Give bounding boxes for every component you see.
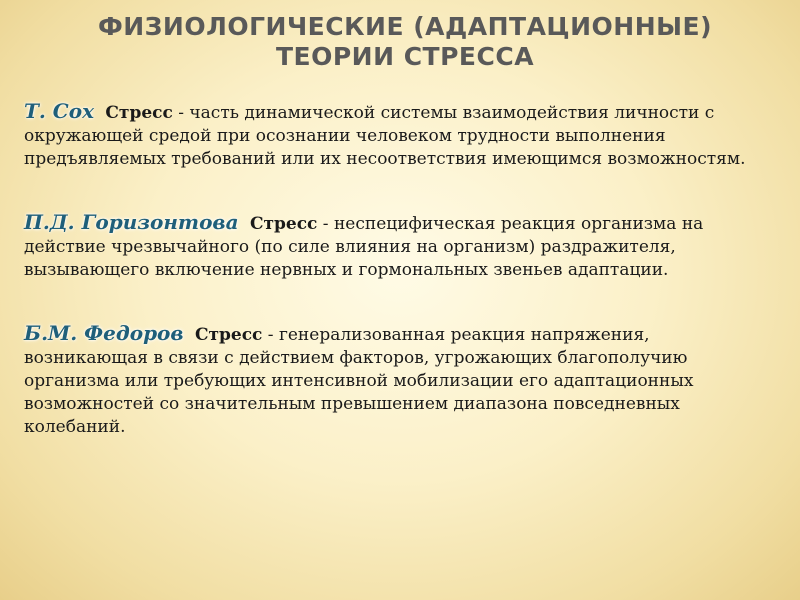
theory-block-gorizontova	[24, 211, 776, 282]
term-label: Стресс	[194, 325, 263, 345]
slide-body	[24, 100, 776, 479]
theory-block-fedorov	[24, 322, 776, 439]
author-name: П.Д. Горизонтова	[24, 210, 239, 234]
slide-title	[40, 12, 770, 72]
author-name: Б.М. Федоров	[24, 321, 184, 345]
title-line-1: ФИЗИОЛОГИЧЕСКИЕ (АДАПТАЦИОННЫЕ)	[97, 12, 713, 41]
definition-text: - генерализованная реакция напряжения, возникающая в связи с действием факторов, угрожающих благополучию организма или требующих интенсивной мобилизации его адаптационных возможностей со значительным превышением диапазона повседневных колебаний.	[24, 325, 694, 437]
definition-text: - неспецифическая реакция организма на действие чрезвычайного (по силе влияния на организм) раздражителя, вызывающего включение нервных и гормональных звеньев адаптации.	[24, 214, 704, 280]
term-label: Стресс	[249, 214, 318, 234]
definition-text: - часть динамической системы взаимодействия личности с окружающей средой при осознании человеком трудности выполнения предъявляемых требований или их несоответствия имеющимся возможностям.	[24, 103, 746, 169]
term-label: Стресс	[105, 103, 173, 123]
author-name: Т. Сох	[24, 99, 94, 123]
theory-block-sox	[24, 100, 776, 171]
title-line-2: ТЕОРИИ СТРЕССА	[275, 42, 535, 71]
